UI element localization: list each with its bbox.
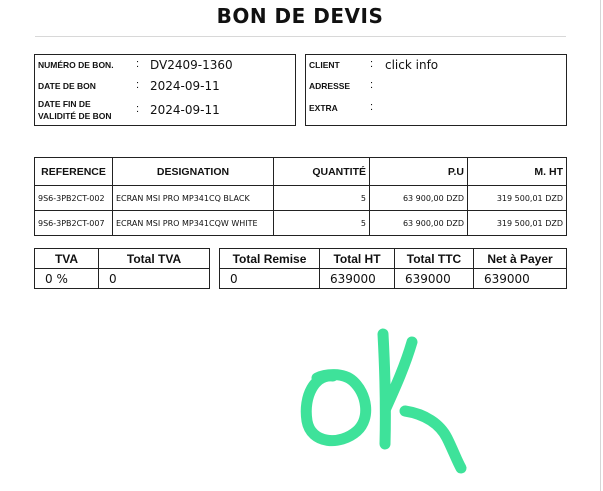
col-header-quantity: QUANTITÉ xyxy=(274,158,370,186)
item-reference: 9S6-3PB2CT-007 xyxy=(35,211,113,236)
title-divider xyxy=(35,36,566,37)
item-unit-price: 63 900,00 DZD xyxy=(370,186,468,211)
validity-label-line1: DATE FIN DE xyxy=(38,99,91,109)
table-row xyxy=(35,186,567,211)
col-header-total-ht: Total HT xyxy=(320,249,395,269)
item-designation: ECRAN MSI PRO MP341CQW WHITE xyxy=(113,211,274,236)
net-a-payer-value: 639000 xyxy=(474,269,567,289)
handwritten-ok-annotation xyxy=(295,326,475,486)
tva-rate-value: 0 % xyxy=(35,269,99,289)
bon-date-label: DATE DE BON xyxy=(38,81,96,91)
colon: : xyxy=(370,101,374,113)
item-amount-ht: 319 500,01 DZD xyxy=(468,211,567,236)
colon: : xyxy=(370,79,374,91)
item-quantity: 5 xyxy=(274,186,370,211)
extra-label: EXTRA xyxy=(309,103,338,113)
items-header-row xyxy=(35,158,567,186)
col-header-total-ttc: Total TTC xyxy=(395,249,474,269)
col-header-net-a-payer: Net à Payer xyxy=(474,249,567,269)
colon: : xyxy=(136,58,140,70)
total-ht-value: 639000 xyxy=(320,269,395,289)
col-header-unit-price: P.U xyxy=(370,158,468,186)
tva-table xyxy=(34,248,210,289)
item-unit-price: 63 900,00 DZD xyxy=(370,211,468,236)
total-ttc-value: 639000 xyxy=(395,269,474,289)
totals-table xyxy=(219,248,567,289)
col-header-total-remise: Total Remise xyxy=(220,249,320,269)
colon: : xyxy=(136,103,140,115)
client-label: CLIENT xyxy=(309,60,340,70)
ok-letter-k-leg xyxy=(405,411,461,468)
item-amount-ht: 319 500,01 DZD xyxy=(468,186,567,211)
item-reference: 9S6-3PB2CT-002 xyxy=(35,186,113,211)
ok-strokes xyxy=(306,334,461,468)
ok-letter-o xyxy=(306,375,365,441)
colon: : xyxy=(370,58,374,70)
total-tva-value: 0 xyxy=(99,269,210,289)
items-table xyxy=(34,157,567,236)
col-header-reference: REFERENCE xyxy=(35,158,113,186)
tva-value-row xyxy=(35,269,210,289)
totals-header-row xyxy=(220,249,567,269)
validity-label-line2: VALIDITÉ DE BON xyxy=(38,111,112,121)
col-header-tva: TVA xyxy=(35,249,99,269)
col-header-amount-ht: M. HT xyxy=(468,158,567,186)
bon-number-value: DV2409-1360 xyxy=(150,58,233,72)
validity-date-value: 2024-09-11 xyxy=(150,103,220,117)
table-row xyxy=(35,211,567,236)
bon-number-label: NUMÉRO DE BON. xyxy=(38,60,114,70)
item-designation: ECRAN MSI PRO MP341CQ BLACK xyxy=(113,186,274,211)
page-edge xyxy=(600,0,601,491)
col-header-total-tva: Total TVA xyxy=(99,249,210,269)
client-info-box xyxy=(305,54,567,126)
colon: : xyxy=(136,79,140,91)
ok-letter-k-stem xyxy=(383,334,385,444)
item-quantity: 5 xyxy=(274,211,370,236)
tva-header-row xyxy=(35,249,210,269)
totals-value-row xyxy=(220,269,567,289)
page-title: BON DE DEVIS xyxy=(216,4,384,28)
bon-date-value: 2024-09-11 xyxy=(150,79,220,93)
client-value: click info xyxy=(385,58,439,72)
address-label: ADRESSE xyxy=(309,81,351,91)
total-remise-value: 0 xyxy=(220,269,320,289)
bon-info-box xyxy=(34,54,296,126)
col-header-designation: DESIGNATION xyxy=(113,158,274,186)
